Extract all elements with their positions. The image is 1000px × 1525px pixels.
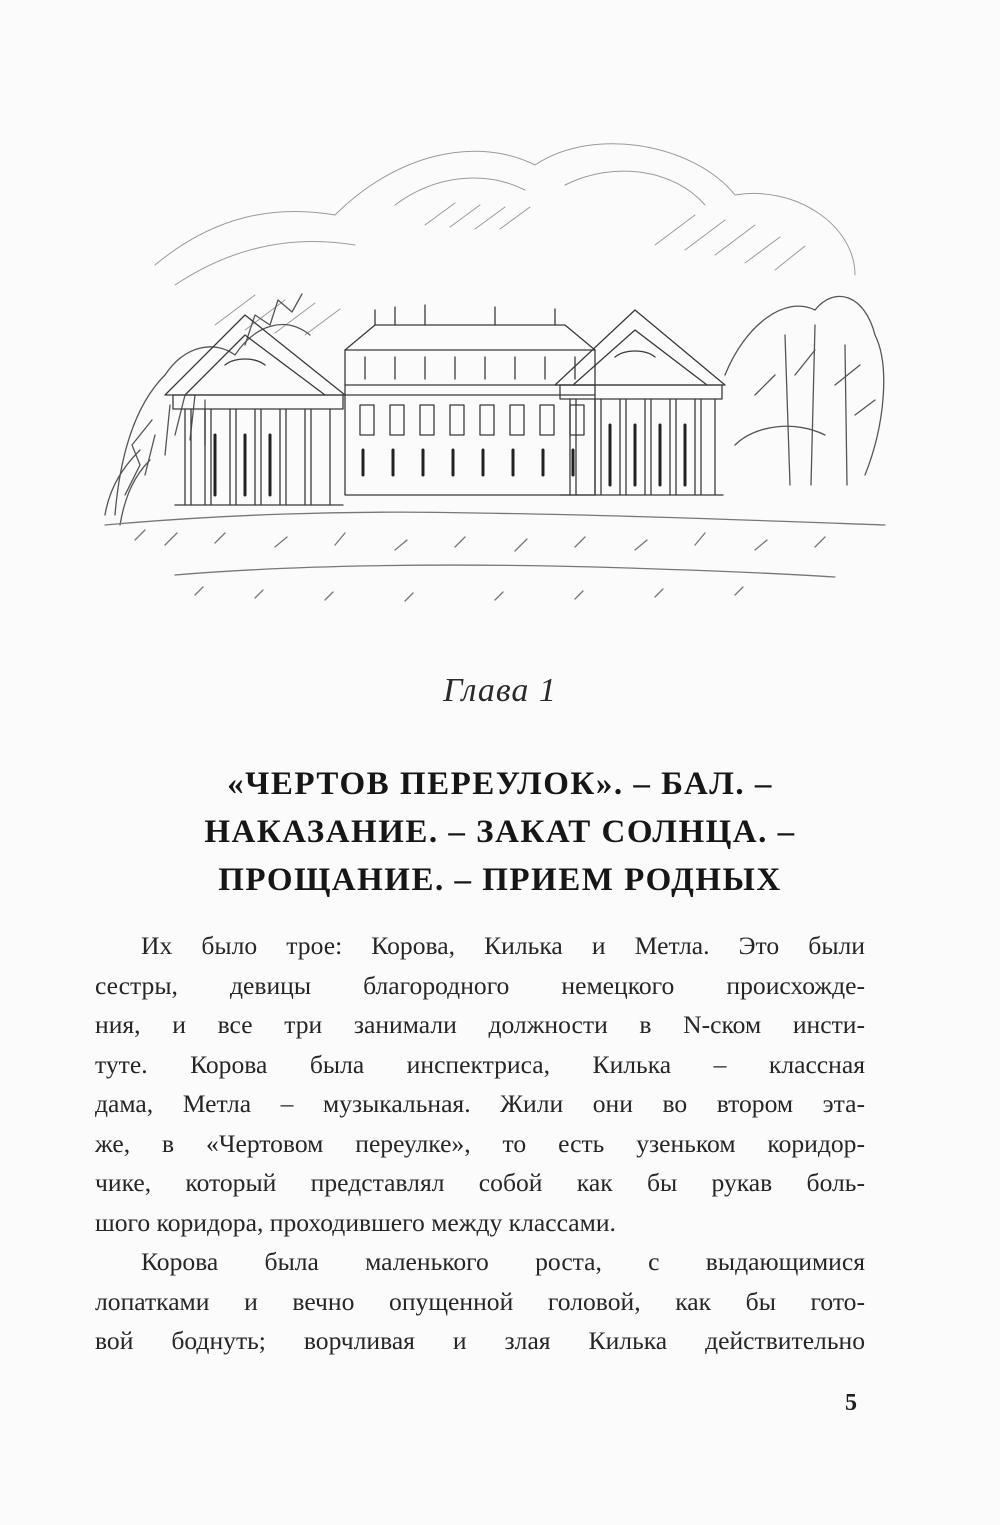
text-line: ния, и все три занимали должности в N-ском инсти- bbox=[95, 1010, 865, 1039]
text-line: лопатками и вечно опущенной головой, как бы гото- bbox=[95, 1286, 865, 1316]
text-line: Их было трое: Корова, Килька и Метла. Это были bbox=[141, 931, 865, 960]
manor-house-illustration bbox=[95, 95, 895, 615]
text-line: же, в «Чертовом переулке», то есть узеньком коридор- bbox=[95, 1128, 865, 1158]
sky-sketch bbox=[155, 144, 855, 335]
chapter-title-line: ПРОЩАНИЕ. – ПРИЕМ РОДНЫХ bbox=[218, 862, 782, 898]
chapter-title bbox=[100, 760, 900, 904]
body-text bbox=[95, 926, 865, 1361]
text-line: сестры, девицы благородного немецкого происхожде- bbox=[95, 970, 865, 1000]
chapter-title-line: НАКАЗАНИЕ. – ЗАКАТ СОЛНЦА. – bbox=[204, 814, 796, 850]
trees-right bbox=[725, 296, 884, 485]
ground-sketch bbox=[105, 512, 885, 601]
left-portico bbox=[165, 315, 345, 505]
text-line: туте. Корова была инспектриса, Килька – классная bbox=[95, 1049, 865, 1079]
page-number: 5 bbox=[845, 1390, 857, 1416]
text-line: чике, который представлял собой как бы рукав боль- bbox=[95, 1168, 865, 1197]
text-line: дама, Метла – музыкальная. Жили они во втором эта- bbox=[95, 1089, 865, 1118]
chapter-title-line: «ЧЕРТОВ ПЕРЕУЛОК». – БАЛ. – bbox=[227, 766, 773, 802]
text-line: Корова была маленького роста, с выдающимися bbox=[141, 1247, 865, 1276]
chapter-number: Глава 1 bbox=[443, 672, 557, 709]
text-line: шого коридора, проходившего между классами. bbox=[95, 1207, 616, 1237]
central-block bbox=[345, 305, 595, 495]
text-line: вой боднуть; ворчливая и злая Килька действительно bbox=[95, 1326, 865, 1355]
